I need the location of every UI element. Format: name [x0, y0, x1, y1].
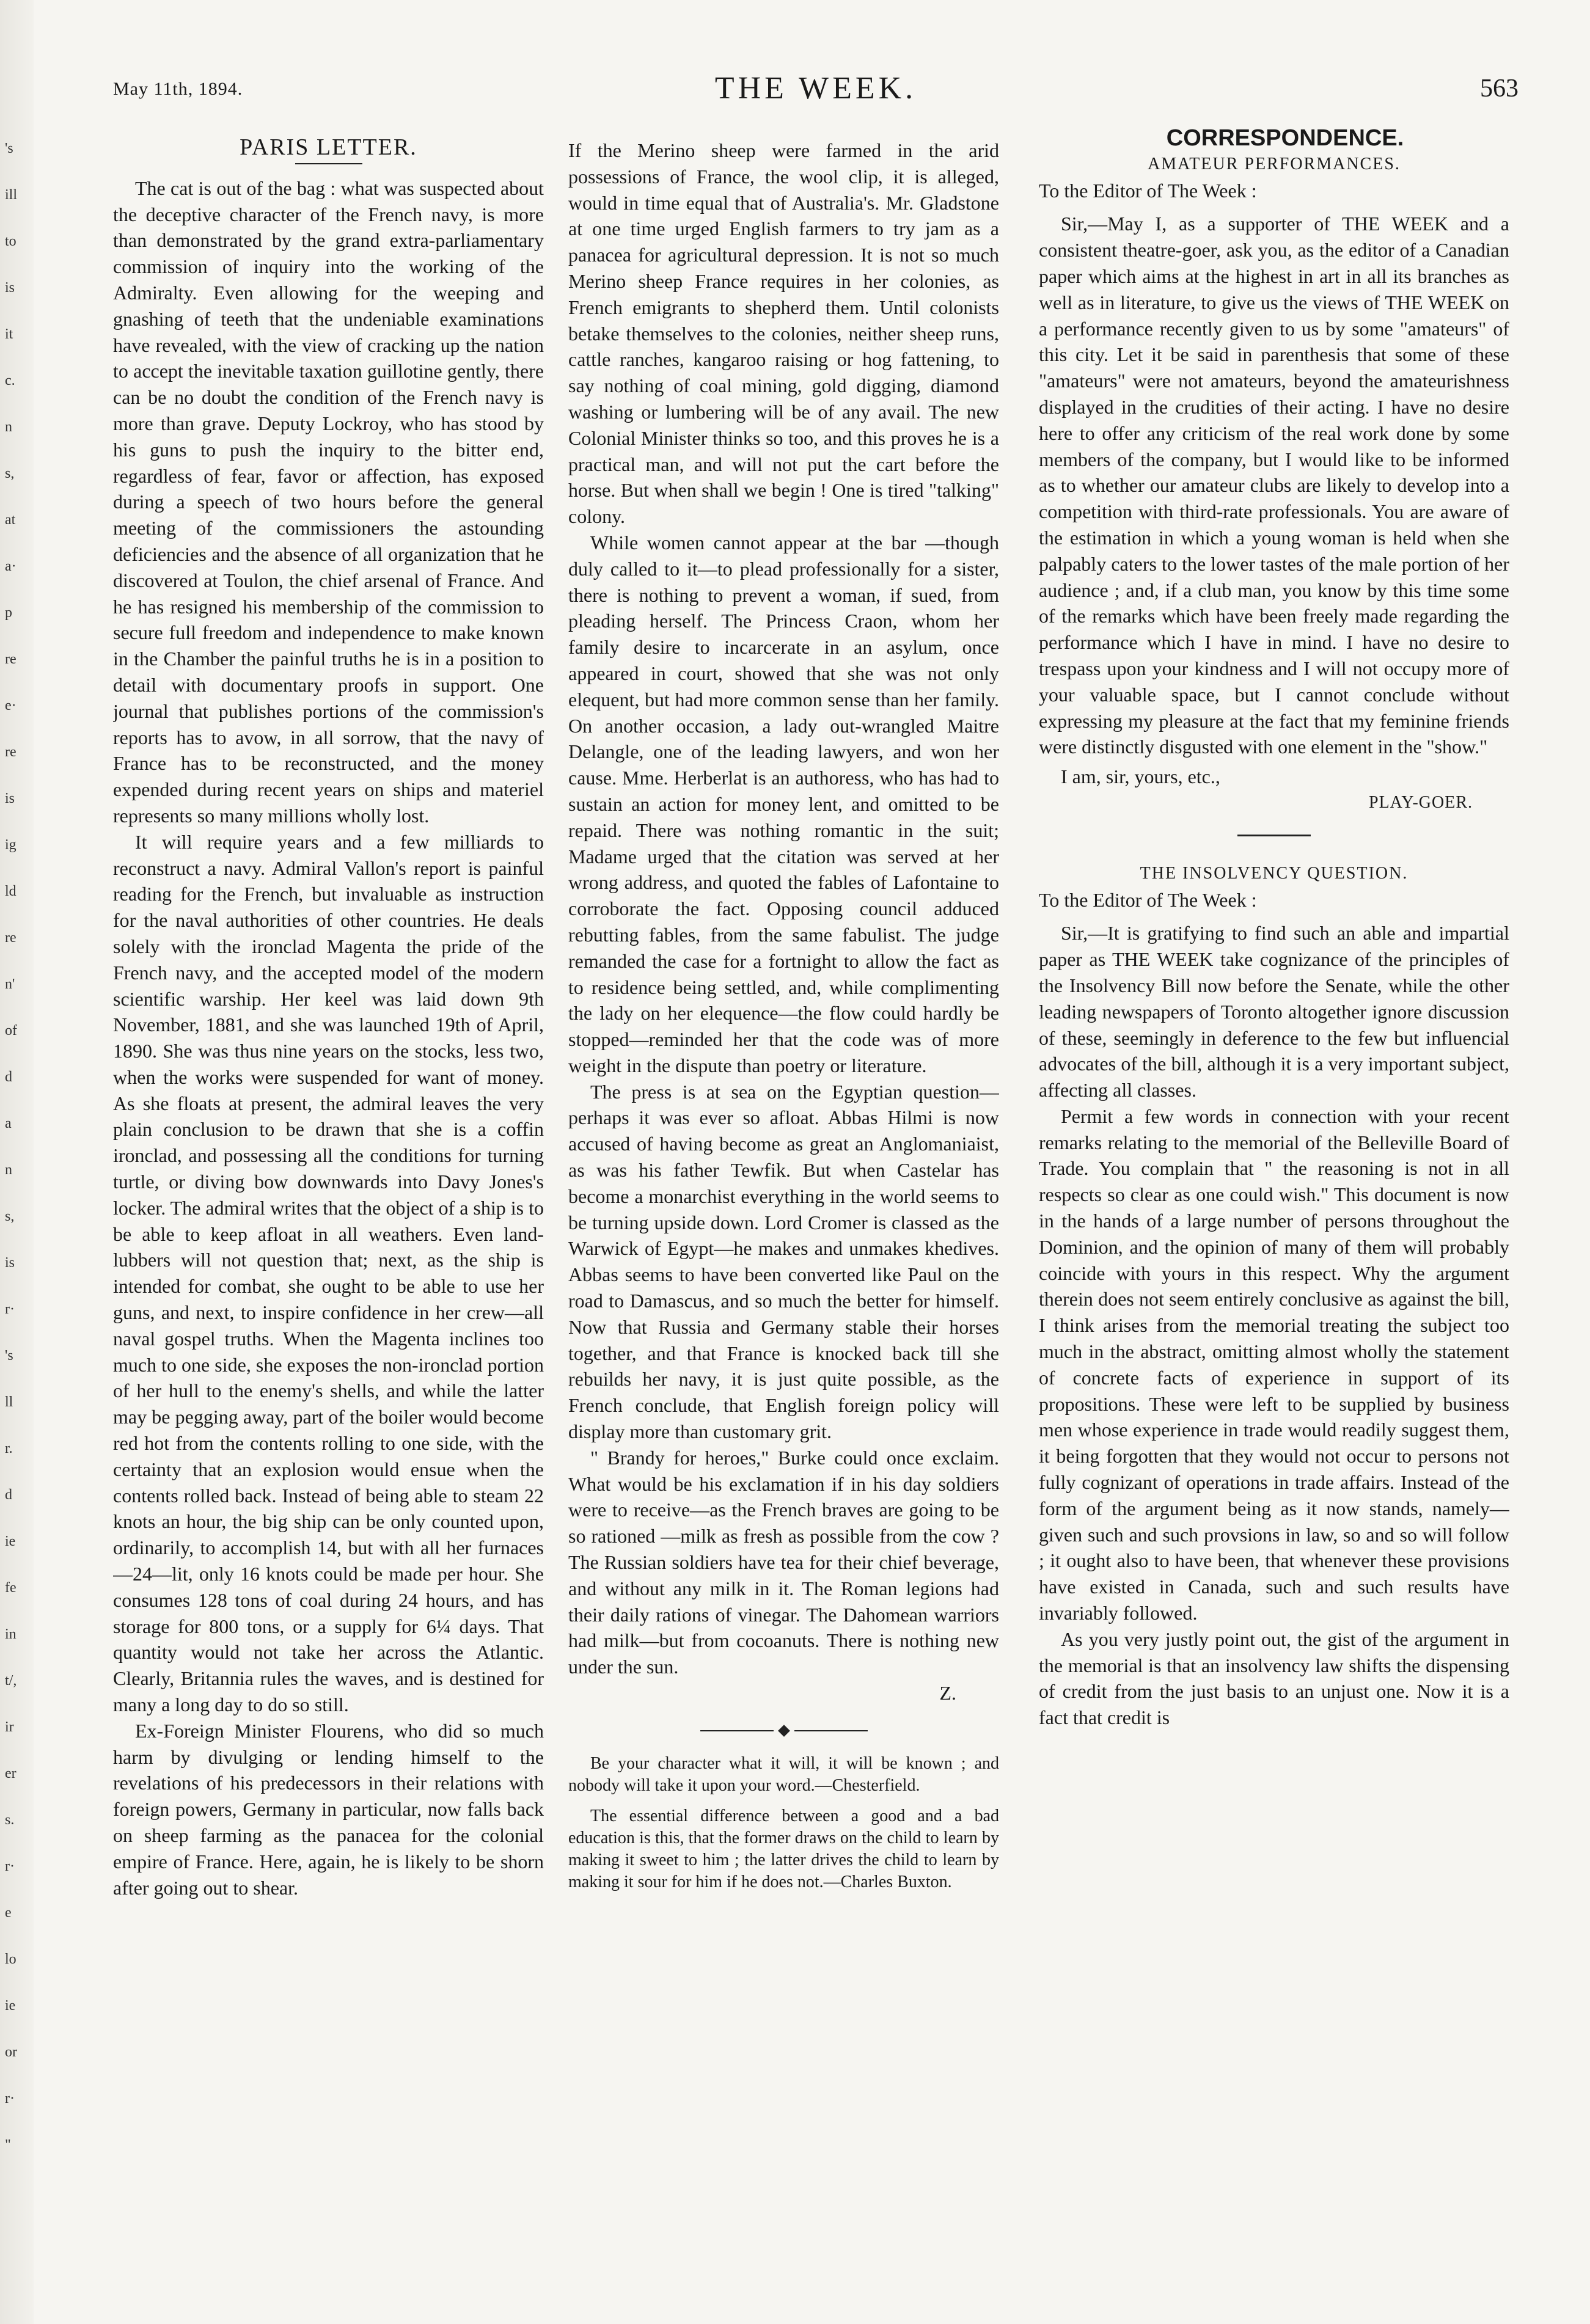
ornament-diamond: [778, 1725, 790, 1737]
margin-fragment: is: [5, 1255, 15, 1271]
margin-fragment: p: [5, 605, 12, 621]
margin-fragment: re: [5, 744, 16, 760]
margin-fragment: 's: [5, 1348, 13, 1364]
column-3: [1039, 125, 1509, 2288]
margin-fragment: r·: [5, 1301, 15, 1317]
margin-fragment: is: [5, 791, 15, 806]
margin-fragment: r·: [5, 1858, 15, 1874]
correspondence-headline: CORRESPONDENCE.: [1166, 125, 1404, 151]
margin-fragment: in: [5, 1626, 16, 1642]
section-divider-ornament: [568, 1725, 999, 1737]
margin-fragment: 's: [5, 141, 13, 156]
margin-fragment: at: [5, 512, 16, 528]
margin-fragment: lo: [5, 1951, 16, 1967]
margin-fragment: ig: [5, 837, 16, 853]
margin-fragment: s.: [5, 1812, 15, 1828]
paris-paragraph-3: Ex-Foreign Minister Flourens, who did so much harm by divulging or lending himself to the revelations of his predecessors in their relations with foreign powers, Germany in particular, now falls back on sheep farming as the panacea for the colonial empire of France. Here, again, he is likely to be shorn after going out to shear.: [113, 1719, 544, 1899]
margin-fragment: ie: [5, 1998, 16, 2014]
margin-fragment: r.: [5, 1441, 13, 1456]
margin-fragment: ir: [5, 1719, 14, 1735]
margin-fragment: c.: [5, 373, 15, 389]
letter-2-title: THE INSOLVENCY QUESTION.: [1140, 863, 1409, 883]
margin-fragment: n: [5, 419, 12, 435]
paris-letter-signature: Z.: [939, 1682, 956, 1705]
paris-paragraph-1: The cat is out of the bag : what was suspected about the deceptive character of the French navy, is more than demonstrated by the grand extra-parliamentary commission of inquiry into the working of the Admiralty. Even allowing for the weeping and gnashing of teeth that the undeniable examinations have revealed, with the view of cracking up the nation to accept the inevitable taxation guillotine gently, there can be no doubt the condition of the French navy is more than grave. Deputy Lockroy, who has stood by his guns to push the inquiry to the bitter end, regardless of fear, favor or affection, has exposed during a speech of two hours before the general meeting of the commissioners the astounding deficiencies and the absence of all organization that he discovered at Toulon, the chief arsenal of France. And he has resigned his membership of the commission to secure full freedom and independence to make known in the Chamber the painful truths he is in a position to detail with documentary proofs in support. One journal that publishes portions of the commission's reports has to avow, in all sorrow, that the navy of France has to be reconstructed, and the money expended during recent years on ships and materiel represents so many millions wholly lost.: [113, 177, 544, 827]
paris-letter-headline: PARIS LETTER.: [240, 134, 417, 160]
margin-fragment: er: [5, 1766, 16, 1781]
letter-2-paragraph-1: Sir,—It is gratifying to find such an able and impartial paper as THE WEEK take cognizance of the principles of the Insolvency Bill now before the Senate, while the other leading newspapers of Toronto altogether ignore discussion of these, seemingly in deference to the few but influencial advocates of the bill, although it is a very important subject, affecting all classes.: [1039, 922, 1509, 1102]
margin-fragment: n: [5, 1162, 12, 1178]
publication-title: THE WEEK.: [714, 71, 917, 106]
margin-fragment: or: [5, 2044, 17, 2060]
quote-buxton: The essential difference between a good and a bad education is this, that the former draws on the child to learn by making it sweet to him ; the latter drives the child to learn by making it sour for him if he does not.—Charles Buxton.: [568, 1806, 999, 1891]
letter-1-signature: PLAY-GOER.: [1369, 792, 1473, 812]
letter-2-paragraph-2: Permit a few words in connection with your recent remarks relating to the memorial of the Belleville Board of Trade. You complain that " the reasoning is not in all respects so clear as one could wish." This document is now in the hands of a large number of persons throughout the Dominion, and the opinion of many of them will probably coincide with yours in this respect. Why the argument therein does not seem entirely conclusive as against the bill, I think arises from the memorial treating the subject too much in the abstract, omitting almost wholly the statement of concrete facts of experience in support of its propositions. These were left to be supplied by business men whose experience in trade would readily suggest them, it being forgotten that they would not occur to persons not fully cognizant of operations in trade affairs. Instead of the form of the argument being as it now stands, namely— given such and such provsions in law, so and so will follow ; it ought also to have been, that whenever these provisions have existed in Canada, such and such results have invariably followed.: [1039, 1105, 1509, 1624]
letter-2-salutation: To the Editor of The Week :: [1039, 888, 1257, 911]
quote-chesterfield: Be your character what it will, it will be known ; and nobody will take it upon your word.—Chesterfield.: [568, 1753, 999, 1795]
margin-fragment: e·: [5, 698, 16, 714]
margin-fragment: re: [5, 651, 16, 667]
letter-1-salutation: To the Editor of The Week :: [1039, 179, 1257, 202]
paris-paragraph-6: The press is at sea on the Egyptian question—perhaps it was ever so afloat. Abbas Hilmi is now accused of having become as great an Anglomaniaist, as was his father Tewfik. But when Castelar has become a monarchist everything in the world seems to be turning upside down. Lord Cromer is classed as the Warwick of Egypt—he makes and unmakes khedives. Abbas seems to have been converted like Paul on the road to Damascus, and so much the better for himself. Now that Russia and Germany stable their horses together, and that France is knocked back till she rebuilds her navy, it is just quite possible, as the French conclude, that English foreign policy will display more than customary grit.: [568, 1080, 999, 1443]
left-margin-strip: [0, 0, 34, 2324]
column-1: [113, 134, 544, 2297]
paris-paragraph-5: While women cannot appear at the bar —though duly called to it—to plead professionally for a sister, there is nothing to prevent a woman, if sued, from pleading herself. The Princess Craon, whom her family desire to incarcerate in an asylum, once appeared in court, showed that she was not only elequent, but had more common sense than her family. On another occasion, a lady out-wrangled Maitre Delangle, one of the leading lawyers, and won her cause. Mme. Herberlat is an authoress, who has had to sustain an action for money lent, and omitted to be repaid. There was nothing romantic in the suit; Madame urged that the citation was served at her wrong address, and quoted the fables of Lafontaine to corroborate the fact. Opposing council adduced rebutting fables, from the same fabulist. The judge remanded the case for a fortnight to allow the fact as to residence being settled, and, while complimenting the lady on her elequence—the flow could hardly be stopped—reminded her that the code was of more weight in the dispute than poetry or literature.: [568, 531, 999, 1076]
margin-fragment: ie: [5, 1533, 16, 1549]
margin-fragment: d: [5, 1069, 12, 1085]
margin-fragment: r·: [5, 2091, 15, 2107]
margin-fragment: to: [5, 233, 16, 249]
margin-fragment: re: [5, 930, 16, 946]
letter-1-title: AMATEUR PERFORMANCES.: [1148, 154, 1401, 174]
letter-2-paragraph-3: As you very justly point out, the gist of the argument in the memorial is that an insolvency law shifts the dispensing of credit from the just basis to an unjust one. Now it is a fact that credit is: [1039, 1628, 1509, 1729]
margin-fragment: s,: [5, 466, 15, 481]
margin-fragment: a·: [5, 558, 16, 574]
margin-fragment: ld: [5, 883, 16, 899]
issue-date: May 11th, 1894.: [113, 79, 243, 99]
page-number: 563: [1480, 75, 1519, 103]
margin-fragment: fe: [5, 1580, 16, 1596]
margin-fragment: is: [5, 280, 15, 296]
margin-fragment: n': [5, 976, 15, 992]
column-2: [568, 137, 999, 2300]
paris-paragraph-7: " Brandy for heroes," Burke could once exclaim. What would be his exclamation if in his day soldiers were to receive—as the French braves are going to be so rationed —milk as fresh as possible from the cow ? The Russian soldiers have tea for their chief beverage, and without any milk in it. The Roman legions had their daily rations of vinegar. The Dahomean warriors had milk—but from cocoanuts. There is nothing new under the sun.: [568, 1446, 999, 1678]
margin-fragment: ": [5, 2137, 11, 2153]
masthead: [107, 70, 1525, 113]
letter-divider-rule: [1237, 835, 1311, 836]
margin-fragment: d: [5, 1487, 12, 1503]
margin-fragment: ll: [5, 1394, 13, 1410]
margin-fragment: of: [5, 1023, 17, 1039]
margin-fragment: ill: [5, 187, 18, 203]
ornament-line: [700, 1730, 774, 1731]
letter-1-body: Sir,—May I, as a supporter of THE WEEK and a consistent theatre-goer, ask you, as the editor of a Canadian paper which aims at the highest in art in all its branches as well as in literature, to give us the views of THE WEEK on a performance recently given to us by some "amateurs" of this city. Let it be said in parenthesis that some of these "amateurs" were not amateurs, beyond the amateurishness displayed in the crudities of their acting. I have no desire here to offer any criticism of the real work done by some members of the company, but I would like to be informed as to whether our amateur clubs are likely to develop into a competition with third-rate professionals. You are aware of the estimation in which a young woman is held when she palpably caters to the lower tastes of the male portion of her audience ; and, if a club man, you know by this time some of the remarks which have been freely made regarding the performance which I have in mind. I have no desire to trespass upon your kindness and I will not occupy more of your valuable space, but I cannot conclude without expressing my pleasure at the fact that my feminine friends were distinctly disgusted with one element in the "show.": [1039, 213, 1509, 758]
letter-1-closing: I am, sir, yours, etc.,: [1061, 766, 1220, 788]
margin-fragment: a: [5, 1116, 12, 1131]
paris-paragraph-2: It will require years and a few milliards to reconstruct a navy. Admiral Vallon's report is painful reading for the French, but invaluable as instruction for the naval authorities of other countries. He deals solely with the ironclad Magenta the pride of the French navy, and the accepted model of the modern scientific warship. Her keel was laid down 9th November, 1881, and she was launched 19th of April, 1890. She was thus nine years on the stocks, less two, when the works were suspended for want of money. As she floats at present, the admiral leaves the very plain conclusion to be drawn that she is a coffin ironclad, and possessing all the conditions for turning turtle, or diving bow downwards into Davy Jones's locker. The admiral writes that the object of a ship is to be able to keep afloat in all weathers. Even land-lubbers will not question that; next, as the ship is intended for combat, she ought to be able to use her guns, and next, to inspire confidence in her crew—all naval gospel truths. When the Magenta inclines too much to one side, she exposes the non-ironclad portion of her hull to the enemy's shells, and while the latter may be pegging away, part of the boiler would become red hot from the contents rolling to one side, with the certainty that an explosion would ensue when the contents rolled back. Instead of being able to steam 22 knots an hour, the big ship can be only counted upon, ordinarily, to accomplish 14, but with all her furnaces—24—lit, only 16 knots could be made per hour. She consumes 128 tons of coal during 24 hours, and has storage for 800 tons, or a supply for 6¼ days. That quantity would not take her across the Atlantic. Clearly, Britannia rules the waves, and is destined for many a long day to do so still.: [113, 830, 544, 1716]
margin-fragment: it: [5, 326, 13, 342]
ornament-line: [794, 1730, 868, 1731]
margin-fragment: e: [5, 1905, 12, 1921]
paris-paragraph-4: If the Merino sheep were farmed in the arid possessions of France, the wool clip, it is alleged, would in time equal that of Australia's. Mr. Gladstone at one time urged English farmers to try jam as a panacea for agricultural depression. It is not so much Merino sheep France requires in her colonies, as French emigrants to shepherd them. Until colonists betake themselves to the colonies, neither sheep runs, cattle ranches, kangaroo raising or hog fattening, to say nothing of coal mining, gold digging, diamond washing or lumbering will be of any avail. The new Colonial Minister thinks so too, and this proves he is a practical man, and will not put the cart before the horse. But when shall we begin ! One is tired "talking" colony.: [568, 139, 999, 528]
headline-rule: [295, 163, 362, 164]
margin-fragment: t/,: [5, 1673, 17, 1689]
margin-fragment: s,: [5, 1208, 15, 1224]
